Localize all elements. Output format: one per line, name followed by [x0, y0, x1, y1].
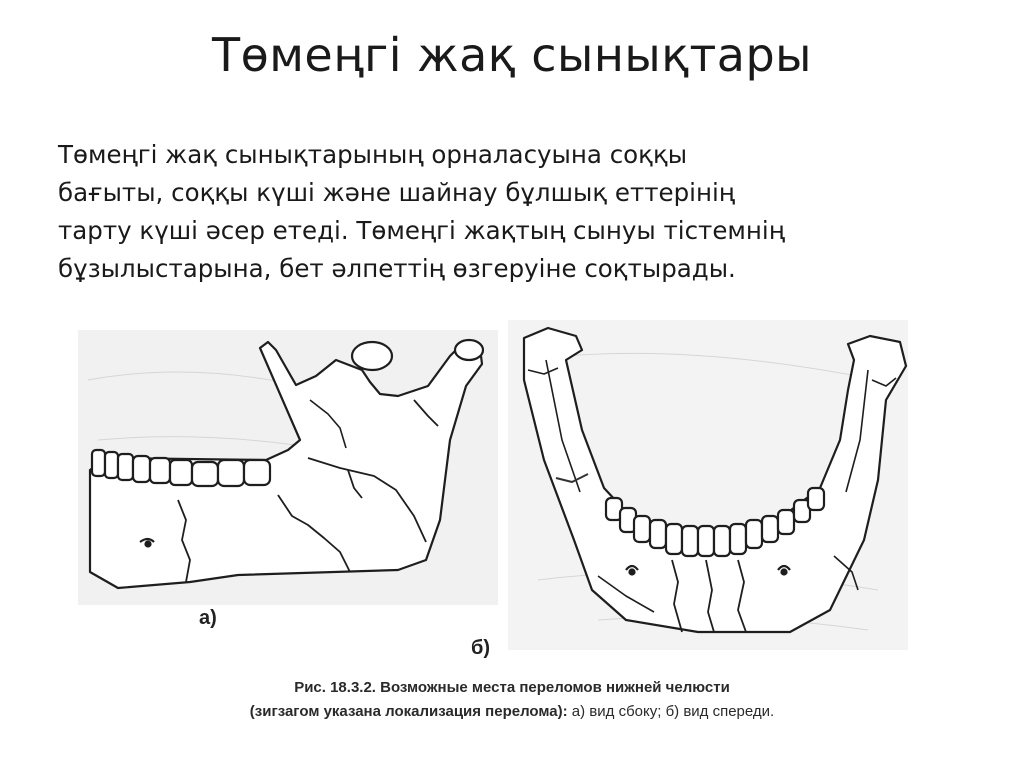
figure-label-b: б) [471, 637, 491, 659]
slide-title: Төмеңгі жақ сынықтары [211, 28, 813, 82]
figure-label-a: а) [199, 607, 217, 629]
slide-body-text: Төмеңгі жақ сынықтарының орналасуына соққы бағыты, соққы күші және шайнау бұлшық еттерінің тарту күші әсер етеді. Төмеңгі жақтың сынуы тістемнің бұзылыстарына, бет әлпеттің өзгеруіне соқтырады. [58, 140, 785, 283]
caption-regular-part: а) вид сбоку; б) вид спереди. [567, 703, 775, 720]
figure-caption-line2 [0, 703, 1024, 720]
figure-caption-line1: Рис. 18.3.2. Возможные места переломов нижней челюсти [294, 679, 730, 696]
caption-bold-part: (зигзагом указана локализация перелома): [249, 703, 568, 720]
